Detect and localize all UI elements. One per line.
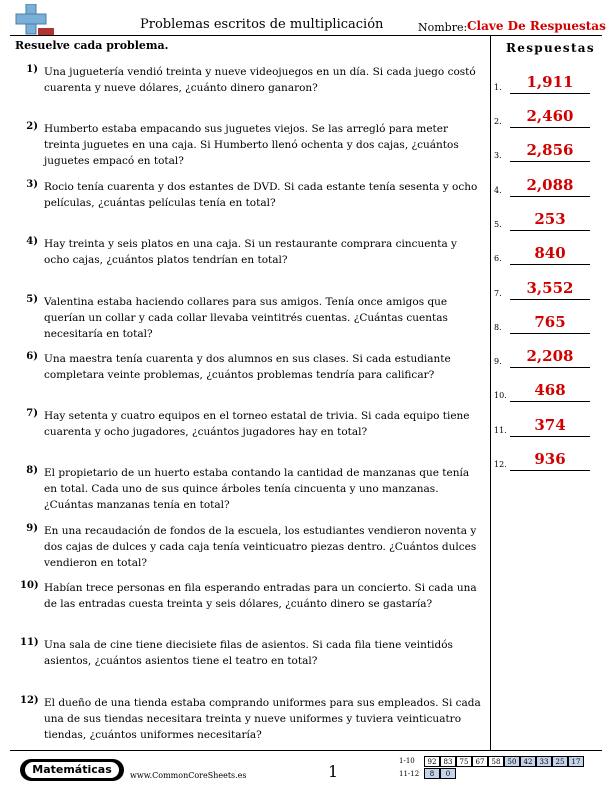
problem-number: 11) — [20, 637, 39, 648]
subject-label: Matemáticas — [25, 762, 119, 778]
answer-line — [510, 230, 590, 231]
answer-number: 1. — [494, 83, 502, 92]
score-cell: 17 — [568, 756, 584, 767]
problem-number: 9) — [26, 523, 38, 534]
problem-number: 12) — [20, 695, 39, 706]
answer-11 — [492, 413, 604, 437]
answer-value: 936 — [534, 450, 566, 468]
answer-number: 2. — [494, 117, 502, 126]
problem-number: 8) — [26, 465, 38, 476]
answer-number: 5. — [494, 220, 502, 229]
answer-3 — [492, 138, 604, 162]
answer-number: 9. — [494, 357, 502, 366]
answer-value: 2,208 — [526, 347, 574, 365]
worksheet-title: Problemas escritos de multiplicación — [140, 17, 384, 32]
answer-line — [510, 161, 590, 162]
name-value: Clave De Respuestas — [467, 19, 606, 33]
score-cell: 92 — [424, 756, 440, 767]
answer-value: 374 — [534, 416, 566, 434]
problem-text: El dueño de una tienda estaba comprando uniformes para sus empleados. Si cada una de sus tiendas necesitara treinta y nueve uniformes y tuviera veinticuatro tiendas, ¿cuántos uniformes necesitaría? — [44, 697, 481, 741]
answer-6 — [492, 241, 604, 265]
answer-line — [510, 299, 590, 300]
answer-line — [510, 401, 590, 402]
score-cell: 50 — [504, 756, 520, 767]
answer-number: 4. — [494, 186, 502, 195]
answer-line — [510, 127, 590, 128]
answer-12 — [492, 447, 604, 471]
score-cell: 58 — [488, 756, 504, 767]
problem-number: 3) — [26, 179, 38, 190]
score-cell: 0 — [440, 768, 456, 779]
problem-text: En una recaudación de fondos de la escuela, los estudiantes vendieron noventa y dos cajas de dulces y cada caja tenía veinticuatro piezas dentro. ¿Cuántos dulces vendieron en total? — [44, 525, 477, 569]
score-cell: 83 — [440, 756, 456, 767]
page-number: 1 — [328, 762, 339, 781]
answer-4 — [492, 173, 604, 197]
problem-text: Hay treinta y seis platos en una caja. Si un restaurante comprara cincuenta y ocho cajas, ¿cuántos platos tendrían en total? — [44, 238, 457, 266]
problem-number: 6) — [26, 351, 38, 362]
answer-8 — [492, 310, 604, 334]
answer-line — [510, 470, 590, 471]
header-divider — [10, 35, 602, 36]
problem-number: 5) — [26, 294, 38, 305]
answer-line — [510, 264, 590, 265]
answer-number: 7. — [494, 289, 502, 298]
problem-text: Humberto estaba empacando sus juguetes viejos. Se las arregló para meter treinta juguetes en una caja. Si Humberto llenó ochenta y dos cajas, ¿cuántos juguetes empacó en total? — [44, 123, 459, 167]
problem-number: 10) — [20, 580, 39, 591]
answer-number: 3. — [494, 151, 502, 160]
answer-line — [510, 367, 590, 368]
answer-number: 10. — [494, 391, 507, 400]
problem-text: El propietario de un huerto estaba contando la cantidad de manzanas que tenía en total. Cada uno de sus quince árboles tenía cincuenta y uno manzanas. ¿Cuántas manzanas tenía en total? — [44, 467, 470, 511]
answer-value: 2,856 — [526, 141, 574, 159]
subject-badge — [20, 759, 124, 781]
score-cell: 75 — [456, 756, 472, 767]
problem-text: Hay setenta y cuatro equipos en el torneo estatal de trivia. Si cada equipo tiene cuarenta y ocho jugadores, ¿cuántos jugadores hay en total? — [44, 410, 470, 438]
answer-number: 8. — [494, 323, 502, 332]
problem-number: 4) — [26, 236, 38, 247]
problem-number: 7) — [26, 408, 38, 419]
footer-website: www.CommonCoreSheets.es — [130, 771, 247, 780]
problem-number: 1) — [26, 64, 38, 75]
answers-header: Respuestas — [506, 41, 595, 55]
answer-7 — [492, 276, 604, 300]
answer-value: 2,088 — [526, 176, 574, 194]
answer-value: 253 — [534, 210, 566, 228]
answer-line — [510, 436, 590, 437]
problem-text: Una sala de cine tiene diecisiete filas de asientos. Si cada fila tiene veintidós asientos, ¿cuántos asientos tiene el teatro en total? — [44, 639, 453, 667]
problem-text: Rocio tenía cuarenta y dos estantes de DVD. Si cada estante tenía sesenta y ocho películas, ¿cuántas películas tenía en total? — [44, 181, 478, 209]
answer-value: 2,460 — [526, 107, 574, 125]
answer-9 — [492, 344, 604, 368]
score-cell: 42 — [520, 756, 536, 767]
problem-text: Una maestra tenía cuarenta y dos alumnos en sus clases. Si cada estudiante completara veinte problemas, ¿cuántos problemas tendría para calificar? — [44, 353, 451, 381]
answer-line — [510, 333, 590, 334]
answer-1 — [492, 70, 604, 94]
answer-value: 468 — [534, 381, 566, 399]
problem-text: Valentina estaba haciendo collares para sus amigos. Tenía once amigos que querían un collar y cada collar llevaba veintitrés cuentas. ¿Cuántas cuentas necesitaría en total? — [44, 296, 448, 340]
answer-value: 840 — [534, 244, 566, 262]
answer-5 — [492, 207, 604, 231]
answer-value: 3,552 — [526, 279, 574, 297]
answer-number: 12. — [494, 460, 507, 469]
score-cell: 8 — [424, 768, 440, 779]
answer-column-divider — [490, 35, 491, 750]
problem-text: Habían trece personas en fila esperando entradas para un concierto. Si cada una de las entradas cuesta treinta y seis dólares, ¿cuánto dinero se gastaría? — [44, 582, 477, 610]
answer-number: 11. — [494, 426, 507, 435]
score-cell: 25 — [552, 756, 568, 767]
answer-value: 1,911 — [526, 73, 574, 91]
score-row-label: 11-12 — [399, 770, 420, 778]
score-cell: 33 — [536, 756, 552, 767]
instructions: Resuelve cada problema. — [15, 39, 169, 52]
answer-value: 765 — [534, 313, 566, 331]
score-cell: 67 — [472, 756, 488, 767]
answer-line — [510, 93, 590, 94]
problem-number: 2) — [26, 121, 38, 132]
answer-10 — [492, 378, 604, 402]
footer-divider — [10, 750, 602, 751]
score-row-label: 1-10 — [399, 757, 415, 765]
plus-logo-icon — [14, 4, 54, 36]
answer-number: 6. — [494, 254, 502, 263]
answer-line — [510, 196, 590, 197]
problem-text: Una juguetería vendió treinta y nueve videojuegos en un día. Si cada juego costó cuarenta y nueve dólares, ¿cuánto dinero ganaron? — [44, 66, 476, 94]
name-label: Nombre: — [418, 21, 468, 34]
answer-2 — [492, 104, 604, 128]
